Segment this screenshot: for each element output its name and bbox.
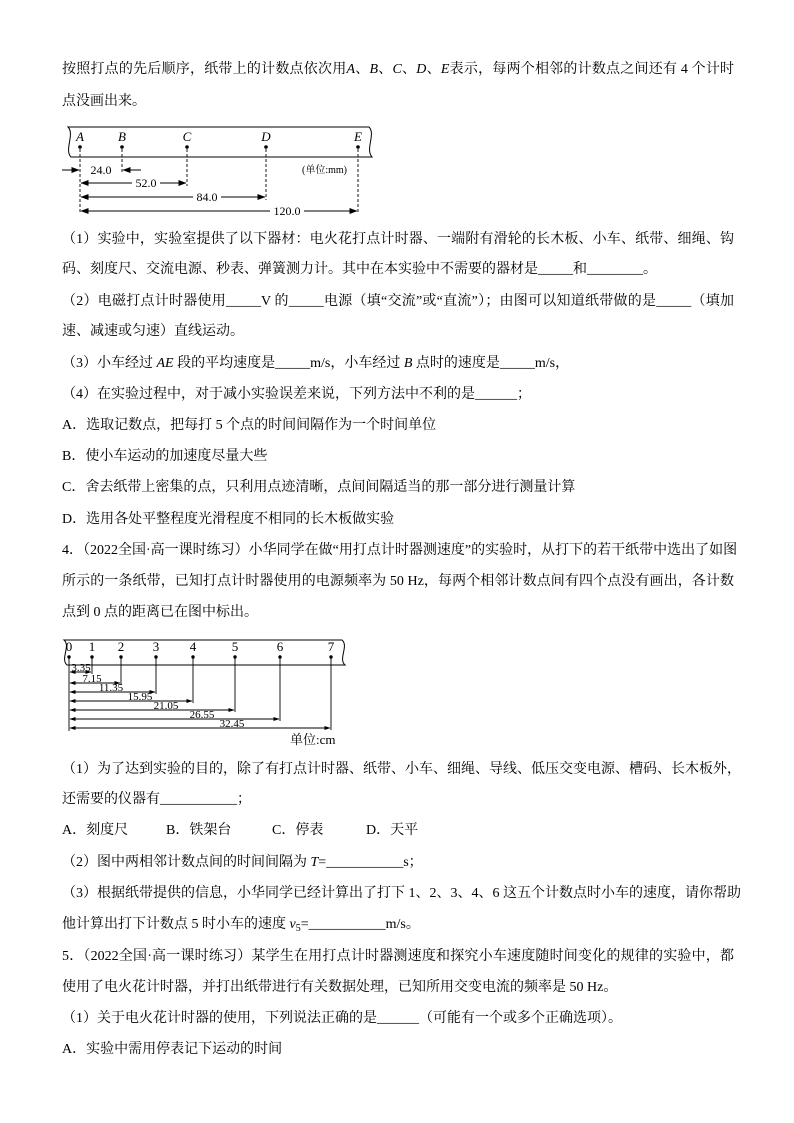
q4-sub3-line-2 (62, 915, 420, 935)
q4-stem-line-1: 4．（2022全国·高一课时练习）小华同学在做“用打点计时器测速度”的实验时，从打下的若干纸带中选出了如图 (62, 543, 738, 558)
velocity-subscript: 5 (295, 923, 301, 934)
tape-dot (185, 145, 189, 149)
q3-sub4: （4）在实验过程中，对于减小实验误差来说，下列方法中不利的是______； (62, 387, 531, 402)
distance-ad: 84.0 (196, 190, 218, 204)
velocity-symbol: v (289, 917, 296, 932)
point-b: B (403, 356, 413, 371)
segment-ae: AE (156, 356, 174, 371)
distance-01: 3.35 (71, 662, 91, 674)
intro-text: 表示，每两个相邻的计数点之间还有 4 个计时 (449, 62, 735, 77)
q5-stem-line-1: 5．（2022全国·高一课时练习）某学生在用打点计时器测速度和探究小车速度随时间变化的规律的实验中，都 (62, 949, 734, 964)
tape-dot (264, 145, 268, 149)
tape-dot (356, 145, 360, 149)
distance-ac: 52.0 (135, 176, 157, 190)
tape-label-b: B (118, 129, 126, 144)
distance-ab: 24.0 (90, 163, 112, 177)
q5-option-a: A．实验中需用停表记下运动的时间 (62, 1042, 283, 1057)
point-letter-b: B (369, 62, 379, 77)
distance-04: 15.95 (127, 691, 153, 703)
q4-sub3-line-1: （3）根据纸带提供的信息，小华同学已经计算出了打下 1、2、3、4、6 这五个计数点时小车的速度，请你帮助 (62, 886, 741, 901)
sub3-text: （3）小车经过 (62, 356, 157, 371)
q4-tape-figure (55, 632, 355, 750)
sub3-text: 他计算出打下计数点 5 时小车的速度 (62, 917, 290, 932)
sub3-text: 段的平均速度是_____m/s，小车经过 (173, 356, 404, 371)
figure-unit: (单位:mm) (302, 165, 347, 176)
sub3-text: 点时的速度是_____m/s， (412, 356, 570, 371)
q3-sub3 (62, 354, 569, 374)
tape-label-2: 2 (117, 639, 125, 654)
intro-text: 按照打点的先后顺序，纸带上的计数点依次用 (62, 62, 347, 77)
q3-option-a: A．选取记数点，把每打 5 个点的时间间隔作为一个时间单位 (62, 418, 437, 433)
q4-sub2 (62, 853, 423, 873)
tape-dot (120, 145, 124, 149)
tape-label-e: E (354, 129, 362, 144)
point-letter-c: C (392, 62, 402, 77)
distance-05: 21.05 (153, 700, 179, 712)
tape-label-d: D (261, 129, 271, 144)
sub2-text: （2）图中两相邻计数点间的时间间隔为 (62, 855, 311, 870)
tape-label-5: 5 (231, 639, 239, 654)
q4-option-b: B．铁架台 (166, 823, 232, 838)
q3-sub2-line-1: （2）电磁打点计时器使用_____V 的_____电源（填“交流”或“直流”）；由图可以知道纸带做的是_____（填加 (62, 294, 734, 309)
q4-option-c: C．停表 (272, 823, 324, 838)
q3-tape-figure (55, 118, 385, 218)
sub3-text: =___________m/s。 (300, 917, 420, 932)
distance-03: 11.35 (98, 682, 124, 694)
q3-intro-line-2: 点没画出来。 (62, 94, 146, 109)
q4-option-a: A．刻度尺 (62, 823, 129, 838)
paper-tape (64, 640, 345, 665)
point-letter-e: E (440, 62, 450, 77)
distance-07: 32.45 (219, 718, 245, 730)
sub2-text: =___________s； (318, 855, 423, 870)
separator: 、 (401, 62, 417, 77)
q3-intro-line-1 (62, 60, 734, 80)
point-letter-d: D (416, 62, 427, 77)
q4-stem-line-2: 所示的一条纸带，已知打点计时器使用的电源频率为 50 Hz，每两个相邻计数点间有四个点没有画出，各计数 (62, 574, 734, 589)
q3-option-c: C．舍去纸带上密集的点，只利用点迹清晰，点间间隔适当的那一部分进行测量计算 (62, 480, 576, 495)
tape-label-4: 4 (189, 639, 197, 654)
q5-stem-line-2: 使用了电火花计时器，并打出纸带进行有关数据处理，已知所用交变电流的频率是 50 Hz。 (62, 980, 618, 995)
tape-label-a: A (76, 129, 84, 144)
tape-label-6: 6 (276, 639, 284, 654)
q4-options-row (62, 821, 734, 841)
distance-ae: 120.0 (273, 204, 301, 218)
separator: 、 (355, 62, 370, 77)
tape-label-7: 7 (327, 639, 335, 654)
distance-06: 26.55 (189, 709, 215, 721)
tape-label-0: 0 (65, 639, 73, 654)
point-letter-a: A (346, 62, 355, 77)
q3-option-b: B．使小车运动的加速度尽量大些 (62, 449, 268, 464)
figure-unit: 单位:cm (290, 732, 336, 747)
separator: 、 (426, 62, 441, 77)
separator: 、 (378, 62, 393, 77)
q4-stem-line-3: 点到 0 点的距离已在图中标出。 (62, 605, 258, 620)
q4-option-d: D．天平 (366, 823, 419, 838)
q3-option-d: D．选用各处平整程度光滑程度不相同的长木板做实验 (62, 512, 395, 527)
tape-label-c: C (182, 129, 192, 144)
distance-02: 7.15 (82, 673, 102, 685)
q4-sub1-line-1: （1）为了达到实验的目的，除了有打点计时器、纸带、小车、细绳、导线、低压交变电源、槽码、长木板外， (62, 762, 741, 777)
tape-label-3: 3 (152, 639, 160, 654)
q3-sub2-line-2: 速、减速或匀速）直线运动。 (62, 324, 244, 339)
tape-label-1: 1 (88, 639, 96, 654)
q3-sub1-line-1: （1）实验中，实验室提供了以下器材：电火花打点计时器、一端附有滑轮的长木板、小车、纸带、细绳、钩 (62, 232, 734, 247)
q5-sub1: （1）关于电火花计时器的使用，下列说法正确的是______（可能有一个或多个正确选项）。 (62, 1011, 622, 1026)
tape-dot (78, 145, 82, 149)
q3-sub1-line-2: 码、刻度尺、交流电源、秒表、弹簧测力计。其中在本实验中不需要的器材是_____和________。 (62, 262, 657, 277)
period-symbol: T (310, 855, 319, 870)
q4-sub1-line-2: 还需要的仪器有___________； (62, 792, 251, 807)
paper-tape (68, 127, 372, 157)
